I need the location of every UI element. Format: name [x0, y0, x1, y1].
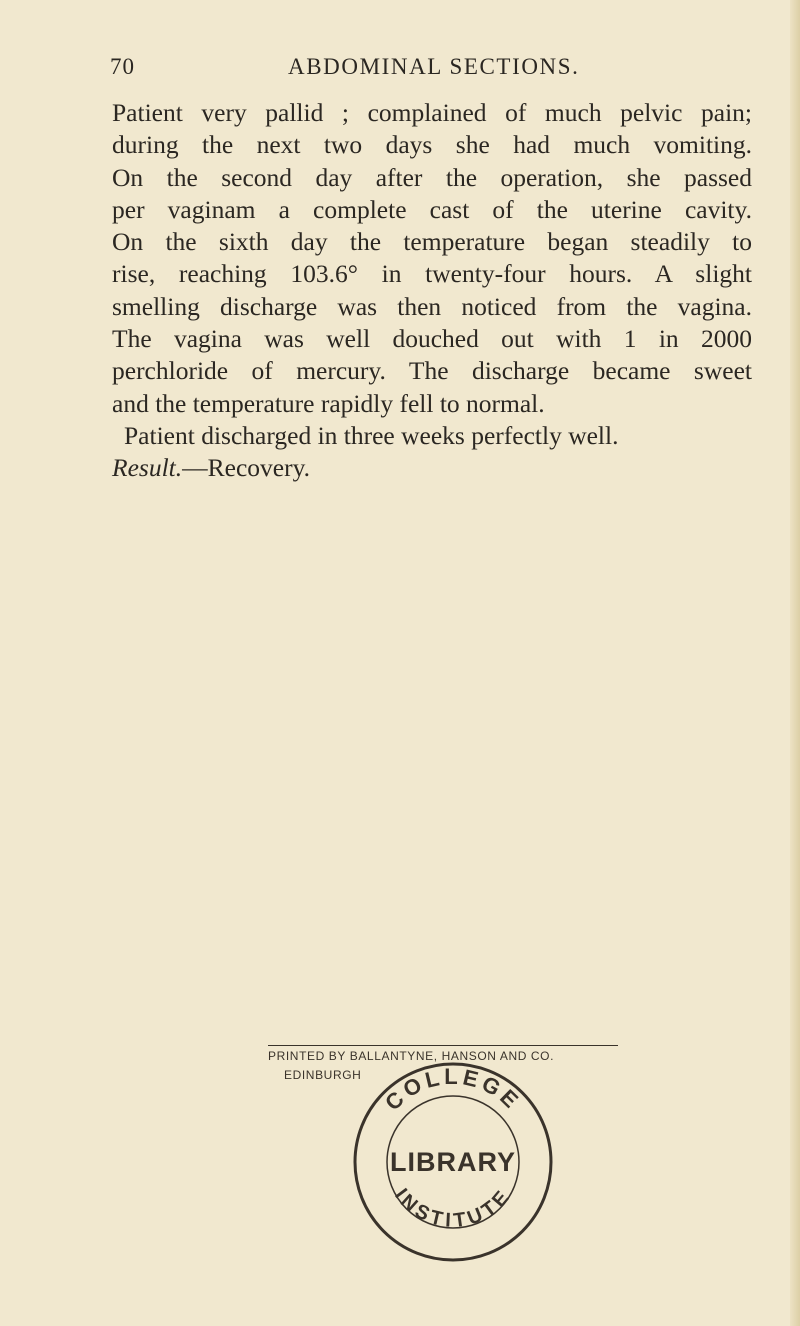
text-line: smelling discharge was then noticed from the vagina. — [112, 291, 752, 321]
text-line: Patient very pallid ; complained of much pelvic pain; — [112, 98, 752, 127]
imprint-rule — [268, 1045, 618, 1046]
stamp-center-text: LIBRARY — [390, 1147, 516, 1177]
result-label: Result. — [112, 453, 183, 483]
text-line: The vagina was well douched out with 1 in 2000 — [112, 324, 752, 354]
text-line: On the sixth day the temperature began steadily to — [112, 227, 752, 257]
running-head — [110, 54, 750, 90]
text-line: and the temperature rapidly fell to normal. — [112, 388, 545, 418]
text-line: perchloride of mercury. The discharge became sweet — [112, 356, 752, 386]
text-line: rise, reaching 103.6° in twenty-four hours. A slight — [112, 259, 752, 289]
running-title: ABDOMINAL SECTIONS. — [288, 54, 580, 79]
page-edge — [790, 0, 800, 1326]
text-line: during the next two days she had much vomiting. — [112, 130, 752, 160]
text-line: On the second day after the operation, she passed — [112, 162, 752, 192]
imprint-city-line: EDINBURGH — [284, 1068, 362, 1082]
stamp-top-text: COLLEGE — [380, 1063, 527, 1116]
body-paragraph — [112, 97, 752, 485]
result-text: —Recovery. — [182, 453, 311, 483]
text-line: Patient discharged in three weeks perfectly well. — [124, 420, 619, 450]
result-line — [112, 452, 752, 484]
printer-imprint — [268, 1045, 648, 1275]
imprint-printer-line: PRINTED BY BALLANTYNE, HANSON AND CO. — [268, 1049, 555, 1063]
library-stamp-icon — [338, 1047, 568, 1272]
stamp-bottom-text: INSTITUTE — [390, 1184, 517, 1233]
text-line: per vaginam a complete cast of the uterine cavity. — [112, 194, 752, 224]
page-number: 70 — [110, 54, 135, 79]
